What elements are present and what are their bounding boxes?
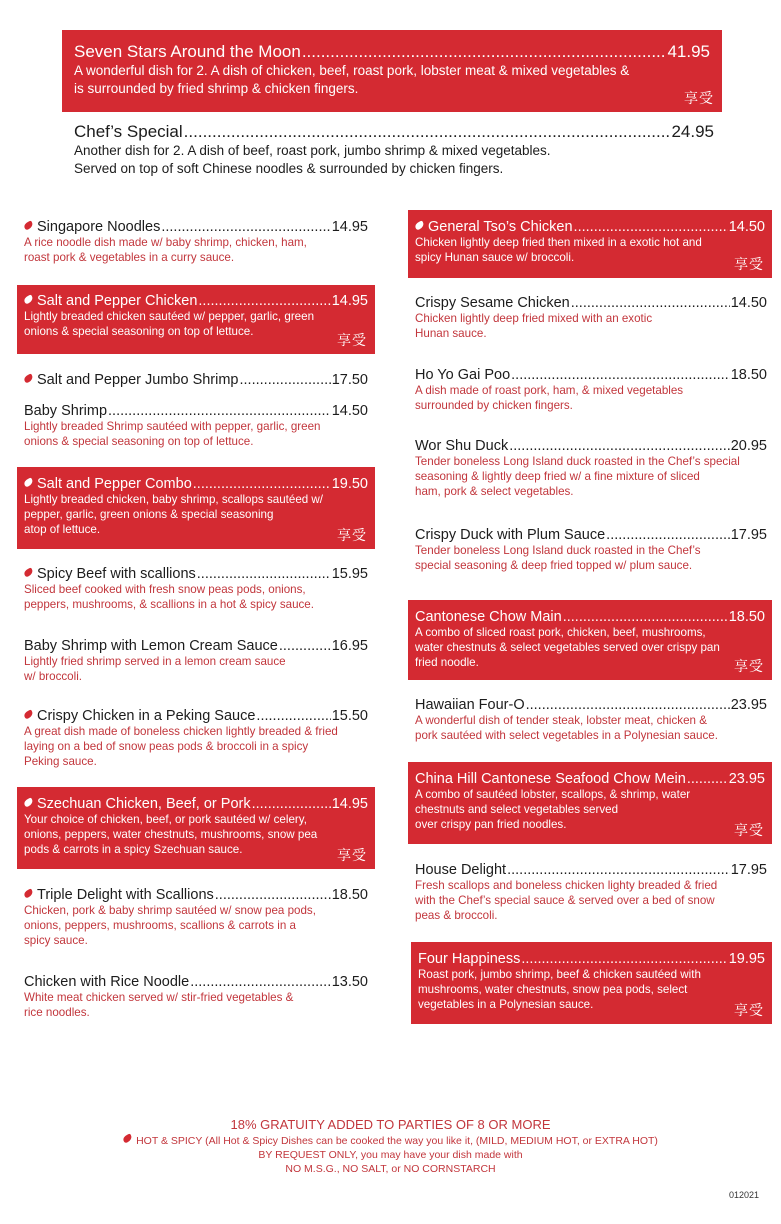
- item-name: Crispy Duck with Plum Sauce: [415, 527, 606, 543]
- item-price: 16.95: [331, 638, 368, 654]
- item-name: Salt and Pepper Combo: [37, 476, 192, 492]
- menu-item-crispy-sesame: [415, 295, 767, 347]
- menu-item-salt-pepper-combo: [17, 467, 375, 549]
- item-desc: A combo of sliced roast pork, chicken, beef, mushrooms, water chestnuts & select vegetables served over crispy pan fried noodle.: [415, 626, 720, 669]
- menu-item-singapore-noodles: [24, 219, 368, 271]
- hot-spicy-icon: [122, 1133, 133, 1143]
- item-desc: A dish made of roast pork, ham, & mixed vegetables surrounded by chicken fingers.: [415, 384, 684, 412]
- item-price: 17.95: [730, 527, 767, 543]
- item-name: Spicy Beef with scallions: [37, 566, 196, 582]
- item-price: 14.95: [331, 293, 368, 309]
- item-price: 13.50: [331, 974, 368, 990]
- menu-item-house-delight: [415, 862, 767, 930]
- featured-box-seven-stars: [62, 30, 722, 112]
- item-desc: Sliced beef cooked with fresh snow peas pods, onions, peppers, mushrooms, & scallions in a hot & spicy sauce.: [24, 583, 314, 611]
- item-price: 14.50: [728, 219, 765, 235]
- footer-request-note: BY REQUEST ONLY, you may have your dish made with: [258, 1149, 523, 1161]
- item-desc: A great dish made of boneless chicken lightly breaded & fried laying on a bed of snow peas pods & broccoli in a spicy Peking sauce.: [24, 725, 338, 768]
- item-name: Four Happiness: [418, 951, 521, 967]
- item-price: 19.50: [331, 476, 368, 492]
- item-price: 18.50: [728, 609, 765, 625]
- item-price: 24.95: [671, 122, 714, 141]
- item-name: Seven Stars Around the Moon: [74, 42, 301, 61]
- menu-code: 012021: [728, 1190, 759, 1200]
- chinese-seal: 享受: [734, 823, 764, 839]
- item-desc: Your choice of chicken, beef, or pork sautéed w/ celery, onions, peppers, water chestnuts, mushrooms, snow pea pods & carrots in a spicy Szechuan sauce.: [24, 813, 318, 856]
- item-price: 20.95: [730, 438, 767, 454]
- item-price: 17.50: [331, 372, 368, 388]
- item-name: Chef’s Special: [74, 122, 183, 141]
- item-desc: Chicken lightly deep fried mixed with an exotic Hunan sauce.: [415, 312, 653, 340]
- item-desc: A wonderful dish of tender steak, lobster meat, chicken & pork sautéed with select vegetables in a Polynesian sauce.: [415, 714, 718, 742]
- item-desc: Lightly breaded Shrimp sautéed with pepper, garlic, green onions & special seasoning on top of lettuce.: [24, 420, 321, 448]
- item-desc: Chicken, pork & baby shrimp sautéed w/ snow pea pods, onions, peppers, mushrooms, scallions & carrots in a spicy sauce.: [24, 904, 316, 947]
- menu-item-crispy-duck-plum: [415, 527, 767, 579]
- item-desc: Another dish for 2. A dish of beef, roast pork, jumbo shrimp & mixed vegetables. Served on top of soft Chinese noodles & surrounded by chicken fingers.: [74, 143, 551, 176]
- hot-spicy-icon: [24, 294, 34, 304]
- hot-spicy-icon: [415, 220, 425, 230]
- menu-item-salt-pepper-chicken: [17, 285, 375, 354]
- item-name: Singapore Noodles: [37, 219, 161, 235]
- item-name: General Tso’s Chicken: [428, 219, 573, 235]
- hot-spicy-icon: [24, 709, 34, 719]
- menu-item-general-tso: [408, 210, 772, 278]
- chinese-seal: 享受: [734, 257, 764, 273]
- menu-item-wor-shu-duck: [415, 438, 767, 506]
- chinese-seal: 享受: [337, 333, 367, 349]
- item-price: 17.95: [730, 862, 767, 878]
- item-name: Baby Shrimp with Lemon Cream Sauce: [24, 638, 278, 654]
- item-desc: Lightly fried shrimp served in a lemon cream sauce w/ broccoli.: [24, 655, 286, 683]
- footer-no-msg: NO M.S.G., NO SALT, or NO CORNSTARCH: [285, 1163, 496, 1175]
- featured-chefs-special: [74, 122, 714, 184]
- item-desc: White meat chicken served w/ stir-fried vegetables & rice noodles.: [24, 991, 294, 1019]
- item-price: 14.50: [331, 403, 368, 419]
- menu-item-baby-shrimp: [24, 403, 368, 455]
- item-name: Chicken with Rice Noodle: [24, 974, 190, 990]
- item-desc: Chicken lightly deep fried then mixed in a exotic hot and spicy Hunan sauce w/ broccoli.: [415, 236, 702, 264]
- menu-item-ho-yo-gai-poo: [415, 367, 767, 419]
- item-price: 15.95: [331, 566, 368, 582]
- item-desc: A combo of sautéed lobster, scallops, & shrimp, water chestnuts and select vegetables served over crispy pan fried noodles.: [415, 788, 691, 831]
- item-desc: Tender boneless Long Island duck roasted in the Chef’s special seasoning & deep fried topped w/ plum sauce.: [415, 544, 701, 572]
- menu-item-china-hill-seafood: [408, 762, 772, 844]
- item-desc: Tender boneless Long Island duck roasted in the Chef’s special seasoning & lightly deep fried w/ a fine mixture of sliced ham, pork & select vegetables.: [415, 455, 740, 498]
- menu-item-spicy-beef: [24, 566, 368, 618]
- item-name: Szechuan Chicken, Beef, or Pork: [37, 796, 251, 812]
- footer-gratuity: 18% GRATUITY ADDED TO PARTIES OF 8 OR MORE: [230, 1117, 551, 1132]
- menu-item-chicken-rice-noodle: [24, 974, 368, 1026]
- item-line: [74, 42, 710, 62]
- item-name: Baby Shrimp: [24, 403, 108, 419]
- menu-item-crispy-chicken-peking: [24, 708, 368, 776]
- item-price: 18.50: [331, 887, 368, 903]
- menu-item-hawaiian-four-o: [415, 697, 767, 749]
- item-desc: Fresh scallops and boneless chicken lighty breaded & fried with the Chef’s special sauce & served over a bed of snow peas & broccoli.: [415, 879, 718, 922]
- menu-item-cantonese-chow-main: [408, 600, 772, 680]
- menu-item-salt-pepper-jumbo-shrimp: [24, 372, 368, 392]
- item-price: 18.50: [730, 367, 767, 383]
- item-name: Salt and Pepper Jumbo Shrimp: [37, 372, 239, 388]
- item-name: Triple Delight with Scallions: [37, 887, 214, 903]
- menu-item-szechuan: [17, 787, 375, 869]
- hot-spicy-icon: [24, 888, 34, 898]
- hot-spicy-icon: [24, 477, 34, 487]
- item-desc: Lightly breaded chicken, baby shrimp, scallops sautéed w/ pepper, garlic, green onions & special seasoning atop of lettuce.: [24, 493, 324, 536]
- item-desc: A wonderful dish for 2. A dish of chicken, beef, roast pork, lobster meat & mixed vegetables & is surrounded by fried shrimp & chicken fingers.: [74, 63, 630, 96]
- item-name: Cantonese Chow Main: [415, 609, 562, 625]
- item-line: [74, 122, 714, 142]
- item-name: Crispy Chicken in a Peking Sauce: [37, 708, 256, 724]
- item-price: 14.95: [331, 796, 368, 812]
- hot-spicy-icon: [24, 567, 34, 577]
- item-price: 19.95: [728, 951, 765, 967]
- hot-spicy-icon: [24, 220, 34, 230]
- item-name: Crispy Sesame Chicken: [415, 295, 570, 311]
- item-desc: Roast pork, jumbo shrimp, beef & chicken sautéed with mushrooms, water chestnuts, snow pea pods, select vegetables in a Polynesian sauce.: [418, 968, 701, 1011]
- chinese-seal: 享受: [734, 1003, 764, 1019]
- item-name: Hawaiian Four-O: [415, 697, 525, 713]
- item-desc: A rice noodle dish made w/ baby shrimp, chicken, ham, roast pork & vegetables in a curry sauce.: [24, 236, 307, 264]
- item-name: House Delight: [415, 862, 507, 878]
- footer-hot-spicy-note: HOT & SPICY (All Hot & Spicy Dishes can be cooked the way you like it, (MILD, MEDIUM HOT, or EXTRA HOT): [0, 1135, 781, 1147]
- item-price: 15.50: [331, 708, 368, 724]
- chinese-seal: 享受: [684, 91, 714, 107]
- chinese-seal: 享受: [337, 848, 367, 864]
- menu-item-triple-delight: [24, 887, 368, 955]
- item-name: Wor Shu Duck: [415, 438, 509, 454]
- chinese-seal: 享受: [734, 659, 764, 675]
- menu-item-baby-shrimp-lemon: [24, 638, 368, 690]
- hot-spicy-icon: [24, 797, 34, 807]
- chinese-seal: 享受: [337, 528, 367, 544]
- item-name: Ho Yo Gai Poo: [415, 367, 511, 383]
- hot-spicy-icon: [24, 373, 34, 383]
- item-price: 14.95: [331, 219, 368, 235]
- item-desc: Lightly breaded chicken sautéed w/ pepper, garlic, green onions & special seasoning on top of lettuce.: [24, 310, 315, 338]
- item-name: China Hill Cantonese Seafood Chow Mein: [415, 771, 686, 787]
- item-name: Salt and Pepper Chicken: [37, 293, 198, 309]
- item-price: 41.95: [667, 42, 710, 61]
- menu-item-four-happiness: [411, 942, 772, 1024]
- item-price: 14.50: [730, 295, 767, 311]
- item-price: 23.95: [730, 697, 767, 713]
- item-price: 23.95: [728, 771, 765, 787]
